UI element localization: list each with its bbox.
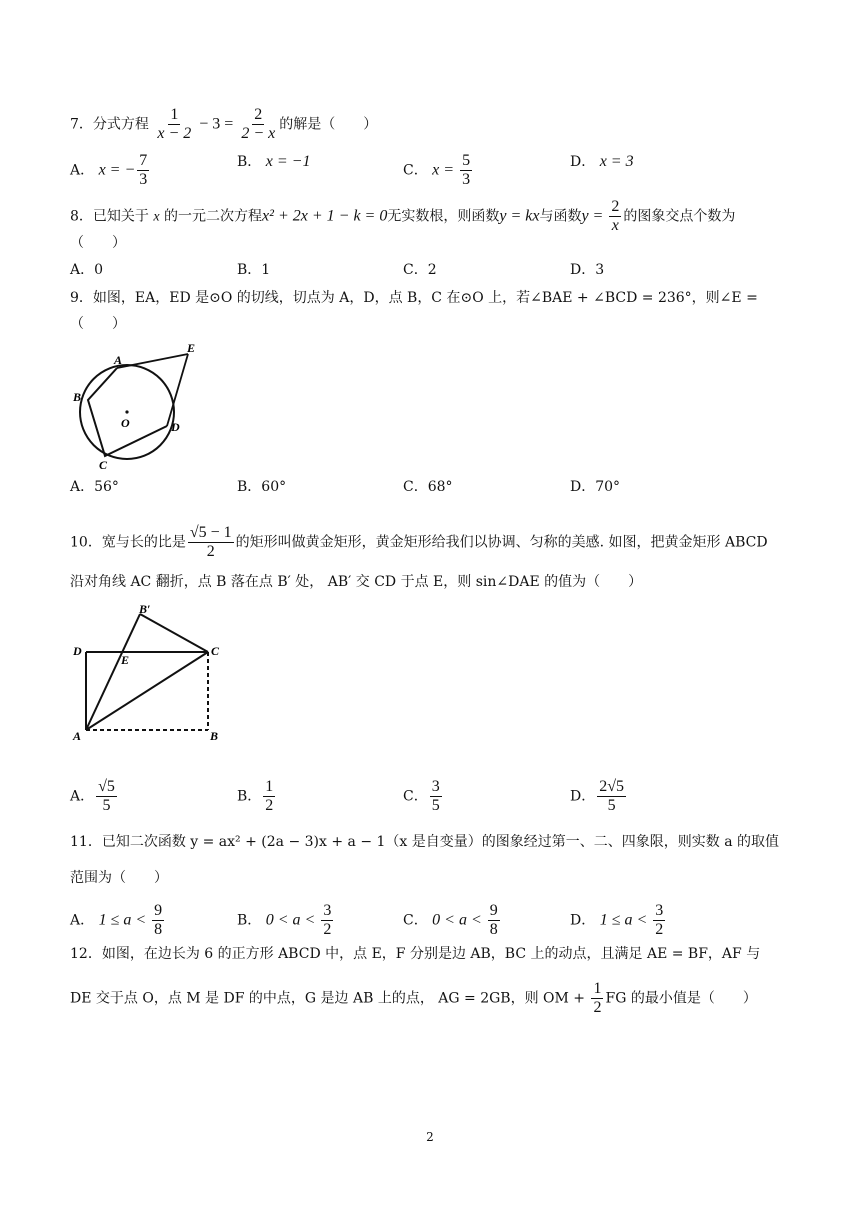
q9-circle-figure bbox=[70, 338, 210, 473]
q9-line2: （ ） bbox=[70, 316, 126, 332]
page-number: 2 bbox=[426, 1130, 434, 1144]
q12-line2: DE 交于点 O，点 M 是 DF 的中点，G 是边 AB 上的点， AG = 2GB，则 OM + $\frac{1}{2}$ FG 的最小值是（ ） bbox=[70, 980, 757, 1016]
q7-stem: 7．分式方程 $\frac{1}{x - 2}$ − 3 = $\frac{2}{2 - x}$ 的解是（ ） bbox=[70, 106, 378, 142]
q8-option-a: A．0 bbox=[70, 262, 104, 278]
q9-option-b: B．60° bbox=[237, 479, 287, 495]
q10-option-b: B． $\frac{1}{2}$ bbox=[237, 778, 274, 814]
q8-stem: 8．已知关于 x 的一元二次方程x² + 2x + 1 − k = 0无实数根，则函数y = kx与函数y = $\frac{2}{x}$ 的图象交点个数为 bbox=[70, 198, 736, 234]
q10-option-a: A． $\frac{√5}{5}$ bbox=[70, 778, 115, 814]
q10-option-d: D． $\frac{2√5}{5}$ bbox=[570, 778, 625, 814]
q11-option-d: D． 1 ≤ a < $\frac{3}{2}$ bbox=[570, 902, 664, 938]
q7-option-b: B． x = −1 bbox=[237, 153, 311, 170]
q9-label-d: D bbox=[171, 420, 180, 434]
q9-option-c: C．68° bbox=[403, 479, 453, 495]
q9-label-b: B bbox=[73, 390, 82, 404]
q8-line2: （ ） bbox=[70, 235, 126, 251]
q11-line2: 范围为（ ） bbox=[70, 870, 168, 886]
q10-rectangle-figure bbox=[70, 600, 235, 745]
q11-option-a: A． 1 ≤ a < $\frac{9}{8}$ bbox=[70, 902, 163, 938]
q8-option-d: D．3 bbox=[570, 262, 605, 278]
q10-label-d: D bbox=[73, 644, 82, 658]
q9-line1: 9．如图，EA，ED 是⊙O 的切线，切点为 A，D，点 B，C 在⊙O 上，若∠BAE + ∠BCD = 236°，则∠E = bbox=[70, 290, 758, 306]
q9-label-o: O bbox=[121, 416, 130, 430]
q10-label-a: A bbox=[73, 729, 82, 743]
q10-label-b: B bbox=[210, 729, 219, 743]
q10-stem: 10．宽与长的比是 $\frac{√5 - 1}{2}$ 的矩形叫做黄金矩形，黄金矩形给我们以协调、匀称的美感. 如图，把黄金矩形 ABCD bbox=[70, 524, 768, 560]
q9-option-a: A．56° bbox=[70, 479, 119, 495]
q10-label-bprime: B′ bbox=[139, 602, 151, 616]
q12-line1: 12．如图，在边长为 6 的正方形 ABCD 中，点 E，F 分别是边 AB，BC 上的动点，且满足 AE = BF，AF 与 bbox=[70, 946, 761, 962]
q11-option-b: B． 0 < a < $\frac{3}{2}$ bbox=[237, 902, 332, 938]
q9-label-e: E bbox=[187, 341, 196, 355]
q10-line2: 沿对角线 AC 翻折，点 B 落在点 B′ 处， AB′ 交 CD 于点 E，则 sin∠DAE 的值为（ ） bbox=[70, 574, 643, 590]
q9-label-a: A bbox=[114, 353, 123, 367]
q10-option-c: C． $\frac{3}{5}$ bbox=[403, 778, 440, 814]
q9-option-d: D．70° bbox=[570, 479, 621, 495]
q8-option-b: B．1 bbox=[237, 262, 271, 278]
q8-option-c: C．2 bbox=[403, 262, 437, 278]
q9-label-c: C bbox=[99, 458, 108, 472]
q11-option-c: C． 0 < a < $\frac{9}{8}$ bbox=[403, 902, 498, 938]
q7-option-d: D． x = 3 bbox=[570, 153, 634, 170]
q7-option-a: A． x = − $\frac{7}{3}$ bbox=[70, 152, 148, 188]
q11-line1: 11．已知二次函数 y = ax² + (2a − 3)x + a − 1（x 是自变量）的图象经过第一、二、四象限，则实数 a 的取值 bbox=[70, 834, 780, 850]
q10-label-c: C bbox=[211, 644, 220, 658]
q7-option-c: C． x = $\frac{5}{3}$ bbox=[403, 152, 471, 188]
q10-label-e: E bbox=[121, 653, 130, 667]
q7-fraction-1: $\frac{1}{x - 2}$ bbox=[157, 106, 192, 142]
q7-fraction-2: $\frac{2}{2 - x}$ bbox=[241, 106, 276, 142]
